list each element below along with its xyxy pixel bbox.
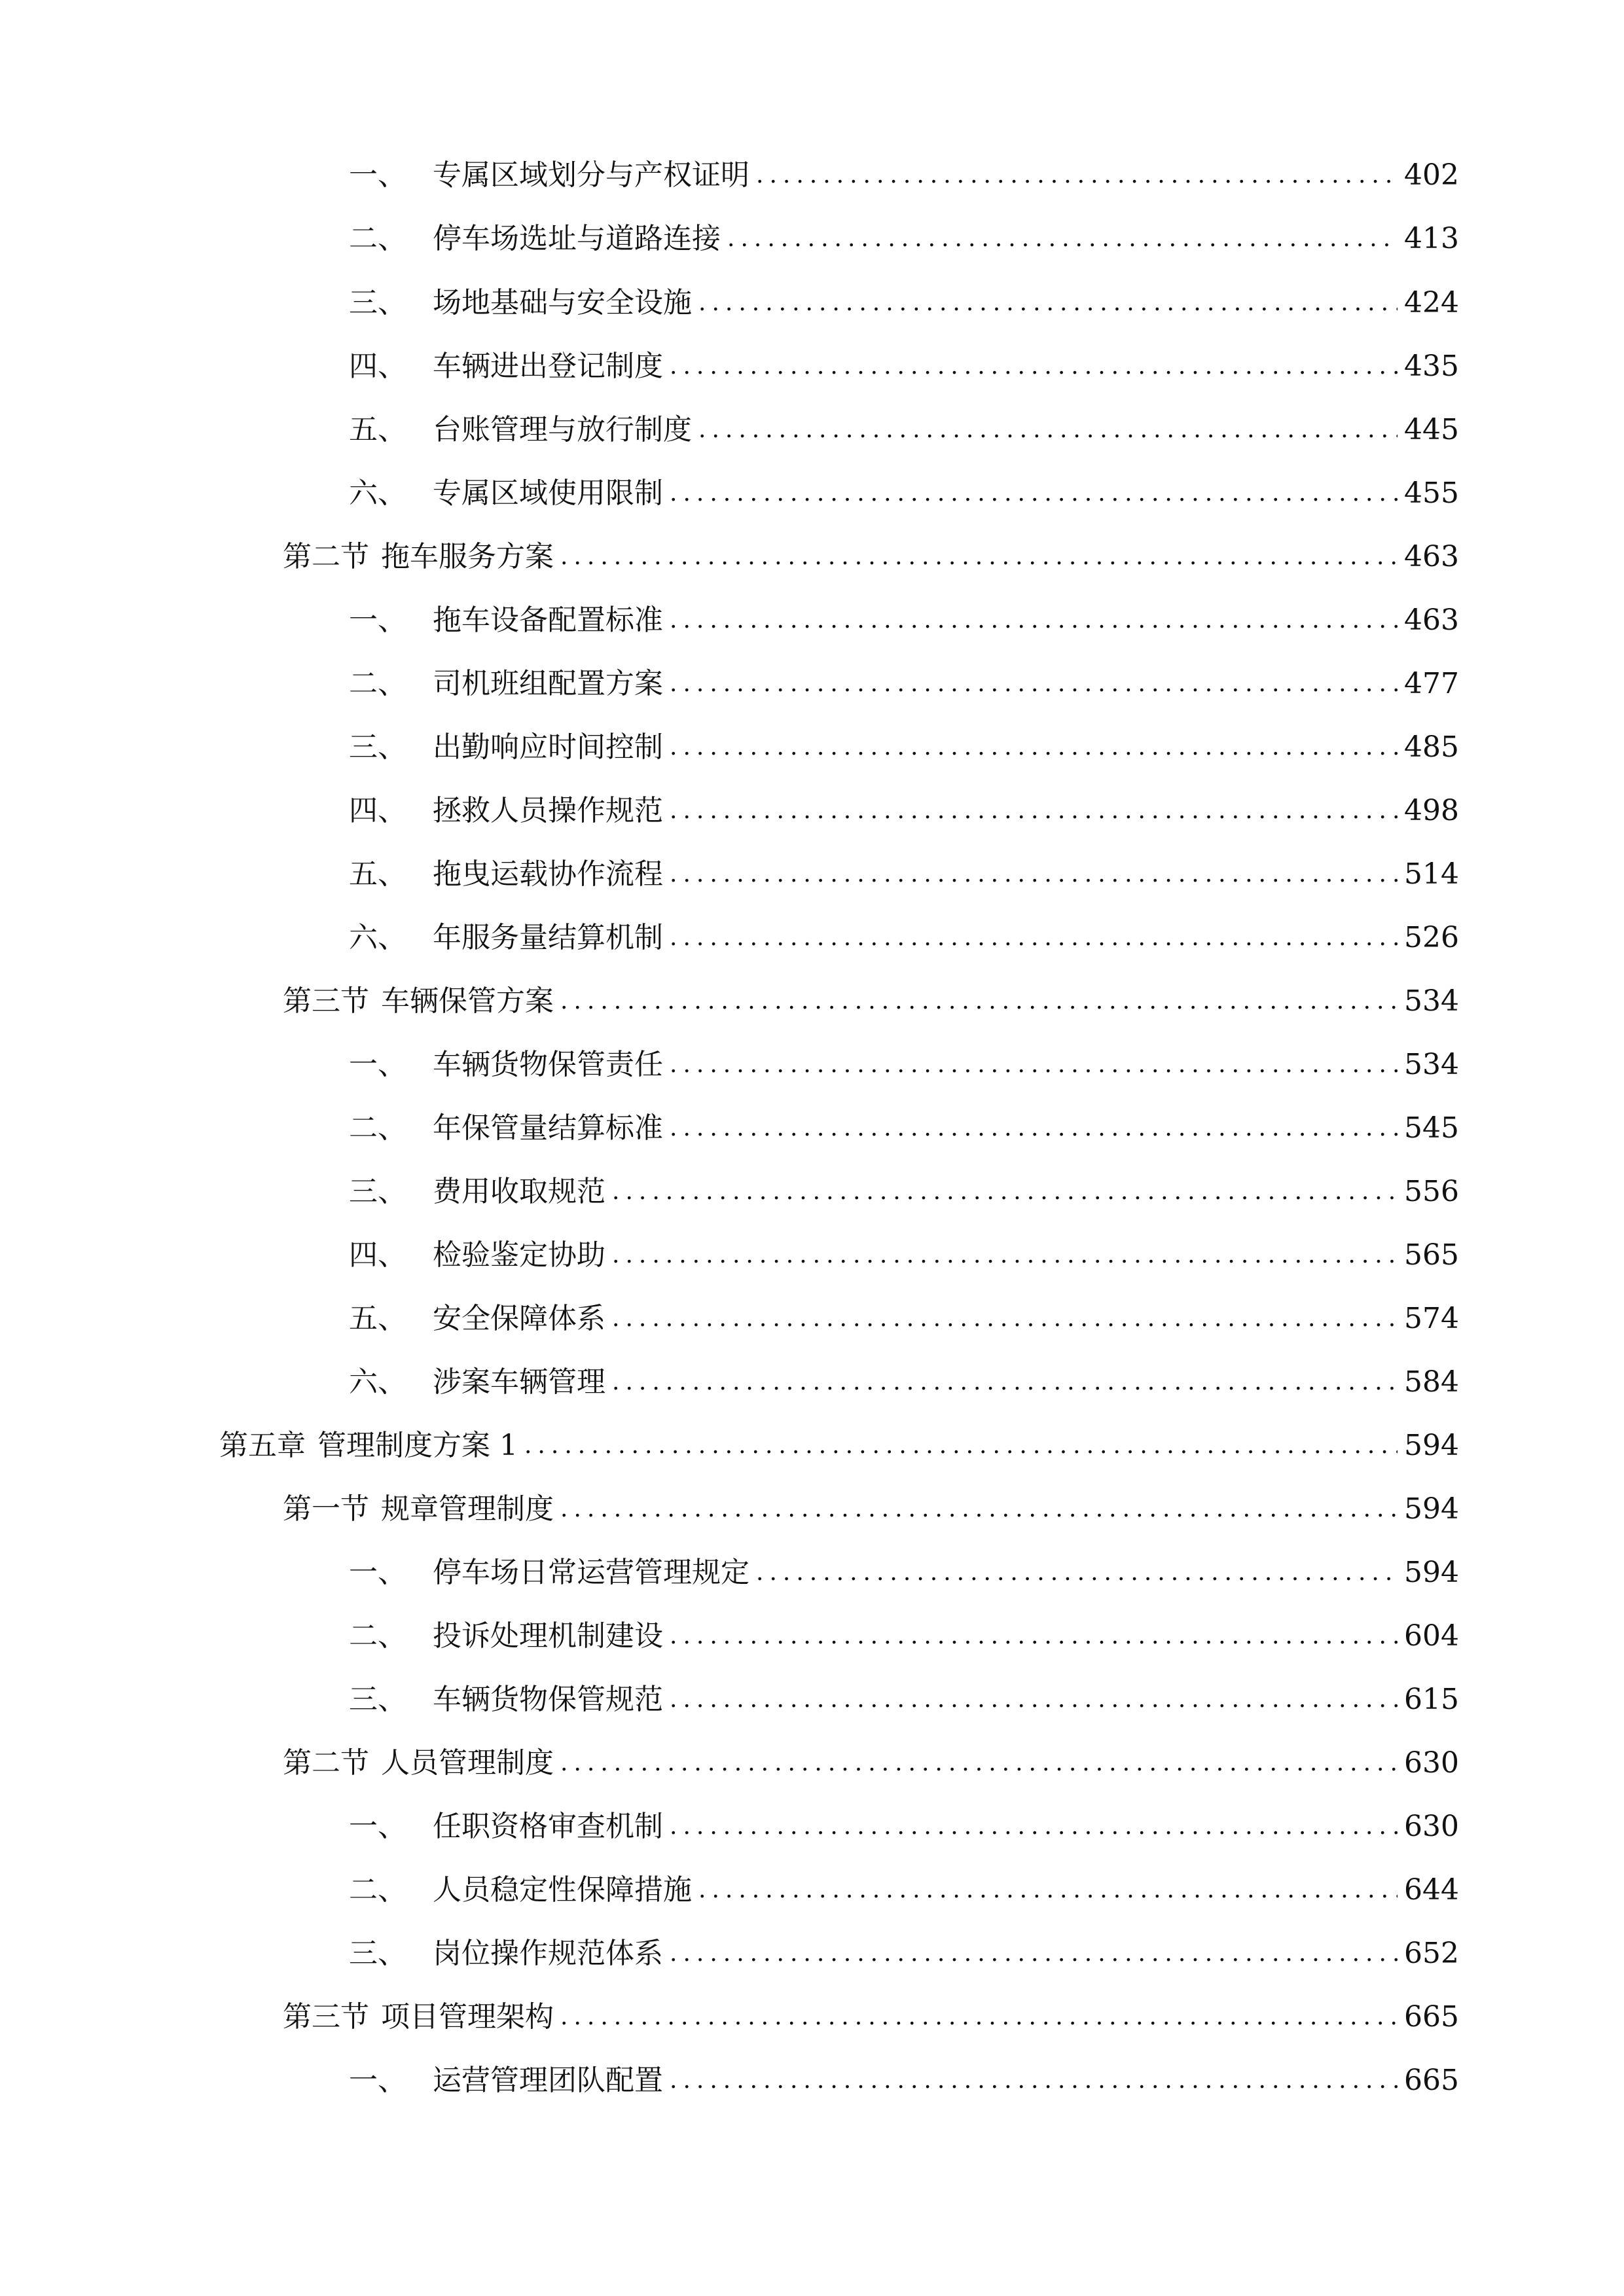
- page-number: 534: [1404, 1048, 1459, 1081]
- entry-title: 费用收取规范: [433, 1175, 605, 1208]
- entry-title: 司机班组配置方案: [433, 667, 663, 700]
- page-number: 402: [1404, 158, 1459, 192]
- dot-leader: [670, 1109, 1398, 1148]
- dot-leader: [727, 219, 1398, 259]
- toc-entry[interactable]: [349, 1617, 1459, 1656]
- entry-title: 停车场选址与道路连接: [433, 222, 721, 255]
- entry-number: 三、: [349, 1175, 406, 1208]
- entry-number: 第三节: [283, 984, 369, 1018]
- entry-title: 出勤响应时间控制: [433, 730, 663, 764]
- toc-entry[interactable]: [349, 1871, 1459, 1910]
- page-number: 498: [1404, 794, 1459, 827]
- entry-number: 三、: [349, 730, 406, 764]
- toc-entry[interactable]: [283, 982, 1459, 1021]
- entry-number: 六、: [349, 921, 406, 954]
- dot-leader: [670, 1807, 1398, 1846]
- page-number: 463: [1404, 603, 1459, 637]
- entry-number: 五、: [349, 857, 406, 891]
- entry-title: 年服务量结算机制: [433, 921, 663, 954]
- toc-entry[interactable]: [349, 728, 1459, 767]
- page-number: 455: [1404, 476, 1459, 510]
- entry-title: 车辆货物保管责任: [433, 1048, 663, 1081]
- toc-entry[interactable]: [349, 1363, 1459, 1402]
- entry-title: 人员管理制度: [381, 1746, 554, 1780]
- entry-title: 年保管量结算标准: [433, 1111, 663, 1145]
- entry-number: 二、: [349, 1873, 406, 1907]
- entry-number: 一、: [349, 158, 406, 192]
- page-number: 630: [1404, 1810, 1459, 1843]
- entry-number: 第五章: [219, 1429, 306, 1462]
- page-number: 485: [1404, 730, 1459, 764]
- entry-number: 第二节: [283, 1746, 369, 1780]
- entry-title: 人员稳定性保障措施: [433, 1873, 692, 1907]
- toc-entry[interactable]: [349, 1934, 1459, 1973]
- toc-entry[interactable]: [349, 1807, 1459, 1846]
- dot-leader: [560, 982, 1398, 1021]
- entry-title: 涉案车辆管理: [433, 1365, 605, 1399]
- toc-entry[interactable]: [283, 1998, 1459, 2037]
- dot-leader: [698, 283, 1398, 323]
- dot-leader: [612, 1236, 1398, 1275]
- toc-entry[interactable]: [349, 664, 1459, 704]
- toc-entry[interactable]: [349, 410, 1459, 450]
- toc-entry[interactable]: [283, 1744, 1459, 1783]
- dot-leader: [670, 2061, 1398, 2100]
- entry-title: 拖车设备配置标准: [433, 603, 663, 637]
- entry-title: 专属区域使用限制: [433, 476, 663, 510]
- entry-number: 三、: [349, 1683, 406, 1716]
- entry-number: 一、: [349, 1048, 406, 1081]
- entry-number: 六、: [349, 1365, 406, 1399]
- page-number: 615: [1404, 1683, 1459, 1716]
- page-number: 594: [1404, 1492, 1459, 1526]
- toc-entry[interactable]: [283, 1490, 1459, 1529]
- entry-title: 台账管理与放行制度: [433, 413, 692, 446]
- entry-title: 拖曳运载协作流程: [433, 857, 663, 891]
- entry-number: 二、: [349, 1111, 406, 1145]
- page-number: 514: [1404, 857, 1459, 891]
- dot-leader: [560, 1744, 1398, 1783]
- entry-title: 规章管理制度: [381, 1492, 554, 1526]
- entry-number: 第一节: [283, 1492, 369, 1526]
- entry-number: 一、: [349, 1556, 406, 1589]
- page-number: 584: [1404, 1365, 1459, 1399]
- entry-number: 一、: [349, 603, 406, 637]
- entry-title: 任职资格审查机制: [433, 1810, 663, 1843]
- toc-entry[interactable]: [349, 474, 1459, 513]
- toc-entry[interactable]: [349, 2061, 1459, 2100]
- dot-leader: [670, 601, 1398, 640]
- toc-entry[interactable]: [349, 1172, 1459, 1211]
- entry-title: 安全保障体系: [433, 1302, 605, 1335]
- toc-entry[interactable]: [349, 601, 1459, 640]
- entry-number: 二、: [349, 1619, 406, 1653]
- dot-leader: [560, 537, 1398, 577]
- toc-entry[interactable]: [349, 156, 1459, 195]
- toc-entry[interactable]: [349, 1680, 1459, 1719]
- entry-number: 四、: [349, 794, 406, 827]
- toc-entry[interactable]: [349, 347, 1459, 386]
- dot-leader: [670, 347, 1398, 386]
- dot-leader: [670, 474, 1398, 513]
- toc-entry[interactable]: [349, 1236, 1459, 1275]
- toc-entry[interactable]: [349, 1553, 1459, 1592]
- dot-leader: [670, 1045, 1398, 1085]
- entry-title: 拖车服务方案: [381, 540, 554, 573]
- entry-title: 项目管理架构: [381, 2000, 554, 2034]
- entry-number: 一、: [349, 2064, 406, 2097]
- toc-entry[interactable]: [349, 1109, 1459, 1148]
- dot-leader: [670, 1934, 1398, 1973]
- entry-number: 二、: [349, 222, 406, 255]
- toc-entry[interactable]: [349, 855, 1459, 894]
- page-number: 594: [1404, 1556, 1459, 1589]
- page-number: 652: [1404, 1937, 1459, 1970]
- entry-title: 岗位操作规范体系: [433, 1937, 663, 1970]
- entry-title: 场地基础与安全设施: [433, 286, 692, 319]
- entry-title: 车辆保管方案: [381, 984, 554, 1018]
- page-number: 565: [1404, 1238, 1459, 1272]
- page-number: 424: [1404, 286, 1459, 319]
- dot-leader: [698, 1871, 1398, 1910]
- dot-leader: [560, 1998, 1398, 2037]
- toc-entry[interactable]: [349, 1299, 1459, 1338]
- entry-number: 三、: [349, 286, 406, 319]
- page-number: 644: [1404, 1873, 1459, 1907]
- entry-title: 专属区域划分与产权证明: [433, 158, 749, 192]
- dot-leader: [560, 1490, 1398, 1529]
- entry-title: 投诉处理机制建设: [433, 1619, 663, 1653]
- dot-leader: [670, 1617, 1398, 1656]
- page-number: 534: [1404, 984, 1459, 1018]
- dot-leader: [670, 1680, 1398, 1719]
- entry-number: 三、: [349, 1937, 406, 1970]
- page-number: 594: [1404, 1429, 1459, 1462]
- page-number: 435: [1404, 350, 1459, 383]
- page-number: 630: [1404, 1746, 1459, 1780]
- page-number: 574: [1404, 1302, 1459, 1335]
- toc-entry[interactable]: [349, 283, 1459, 323]
- page-number: 477: [1404, 667, 1459, 700]
- dot-leader: [612, 1363, 1398, 1402]
- entry-number: 一、: [349, 1810, 406, 1843]
- dot-leader: [670, 791, 1398, 831]
- page-number: 665: [1404, 2000, 1459, 2034]
- toc-entry[interactable]: [349, 791, 1459, 831]
- page-number: 413: [1404, 222, 1459, 255]
- entry-number: 四、: [349, 350, 406, 383]
- dot-leader: [670, 918, 1398, 958]
- entry-title: 拯救人员操作规范: [433, 794, 663, 827]
- dot-leader: [612, 1299, 1398, 1338]
- dot-leader: [756, 156, 1398, 195]
- page-number: 545: [1404, 1111, 1459, 1145]
- entry-number: 第二节: [283, 540, 369, 573]
- dot-leader: [524, 1426, 1398, 1465]
- entry-number: 五、: [349, 413, 406, 446]
- page-number: 463: [1404, 540, 1459, 573]
- entry-number: 第三节: [283, 2000, 369, 2034]
- entry-title: 车辆货物保管规范: [433, 1683, 663, 1716]
- entry-title: 运营管理团队配置: [433, 2064, 663, 2097]
- toc-entry[interactable]: [349, 1045, 1459, 1085]
- dot-leader: [756, 1553, 1398, 1592]
- toc-entry[interactable]: [219, 1426, 1459, 1465]
- toc-entry[interactable]: [349, 219, 1459, 259]
- page-number: 665: [1404, 2064, 1459, 2097]
- page-number: 445: [1404, 413, 1459, 446]
- dot-leader: [698, 410, 1398, 450]
- page-number: 556: [1404, 1175, 1459, 1208]
- entry-number: 四、: [349, 1238, 406, 1272]
- dot-leader: [670, 855, 1398, 894]
- entry-title: 车辆进出登记制度: [433, 350, 663, 383]
- entry-title: 管理制度方案 1: [317, 1429, 518, 1462]
- page-number: 604: [1404, 1619, 1459, 1653]
- dot-leader: [670, 728, 1398, 767]
- entry-number: 五、: [349, 1302, 406, 1335]
- dot-leader: [670, 664, 1398, 704]
- page-number: 526: [1404, 921, 1459, 954]
- dot-leader: [612, 1172, 1398, 1211]
- entry-title: 停车场日常运营管理规定: [433, 1556, 749, 1589]
- entry-title: 检验鉴定协助: [433, 1238, 605, 1272]
- toc-entry[interactable]: [349, 918, 1459, 958]
- toc-entry[interactable]: [283, 537, 1459, 577]
- entry-number: 六、: [349, 476, 406, 510]
- entry-number: 二、: [349, 667, 406, 700]
